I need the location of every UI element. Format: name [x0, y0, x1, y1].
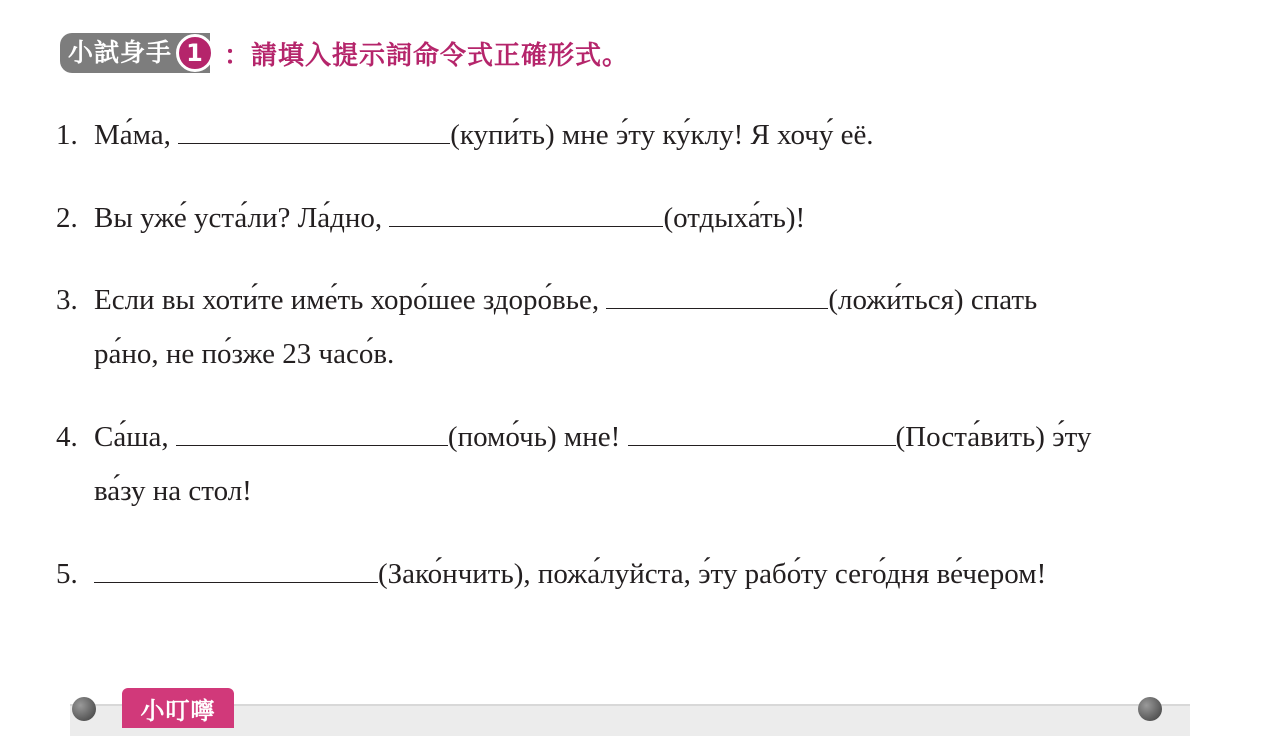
- pin-icon: [1138, 697, 1162, 721]
- tip-label: 小叮嚀: [122, 688, 234, 728]
- answer-blank[interactable]: [628, 421, 896, 446]
- exercise-item-3: [56, 273, 1037, 381]
- exercise-text-before: Са́ша,: [94, 421, 176, 453]
- answer-blank[interactable]: [94, 558, 378, 583]
- exercise-number: 2.: [56, 202, 78, 234]
- exercise-number: 1.: [56, 119, 78, 151]
- answer-blank[interactable]: [176, 421, 448, 446]
- exercise-tag: [60, 33, 210, 73]
- exercise-item-1: [56, 108, 874, 162]
- exercise-text-after: (купи́ть) мне э́ту ку́клу! Я хочу́ её.: [450, 119, 874, 151]
- exercise-continuation: ра́но, не по́зже 23 часо́в.: [94, 338, 395, 370]
- exercise-number-badge: 1: [176, 34, 214, 72]
- exercise-number: 5.: [56, 558, 78, 590]
- exercise-text-after: (отдыха́ть)!: [663, 202, 806, 234]
- exercise-text-after: (Поста́вить) э́ту: [895, 421, 1092, 453]
- exercise-item-4: [56, 410, 1091, 518]
- exercise-text-middle: (помо́чь) мне!: [447, 421, 628, 453]
- exercise-item-5: [56, 547, 1046, 601]
- exercise-text-before: Вы уже́ уста́ли? Ла́дно,: [94, 202, 390, 234]
- answer-blank[interactable]: [389, 202, 663, 227]
- exercise-text-before: Если вы хоти́те име́ть хоро́шее здоро́вье,: [94, 284, 607, 316]
- exercise-tag-label: 小試身手: [68, 38, 173, 67]
- exercise-instruction: ：請填入提示詞命令式正確形式。: [224, 40, 630, 71]
- exercise-continuation: ва́зу на стол!: [94, 475, 252, 507]
- exercise-number: 3.: [56, 284, 78, 316]
- exercise-header: [60, 32, 629, 74]
- exercise-text-after: (ложи́ться) спать: [828, 284, 1038, 316]
- pin-icon: [72, 697, 96, 721]
- exercise-item-2: [56, 191, 805, 245]
- exercise-text-before: Ма́ма,: [94, 119, 179, 151]
- exercise-text-after: (Зако́нчить), пожа́луйста, э́ту рабо́ту сего́дня ве́чером!: [378, 558, 1047, 590]
- tip-panel: [70, 704, 1190, 736]
- exercise-number: 4.: [56, 421, 78, 453]
- answer-blank[interactable]: [178, 119, 450, 144]
- answer-blank[interactable]: [606, 284, 828, 309]
